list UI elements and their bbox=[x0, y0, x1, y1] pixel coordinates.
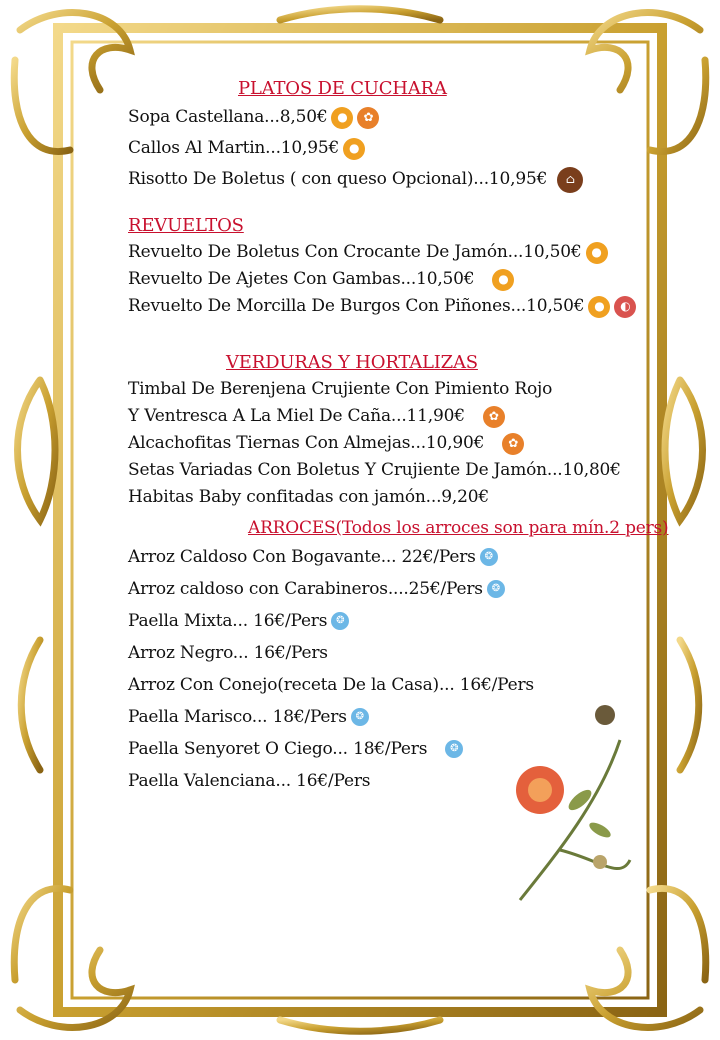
menu-item: Paella Valenciana... 16€/Pers bbox=[128, 771, 371, 791]
shellfish-allergen-icon: ❂ bbox=[331, 612, 349, 630]
menu-item: Revuelto De Boletus Con Crocante De Jamón...10,50€ ● bbox=[128, 239, 668, 266]
nuts-allergen-icon: ◐ bbox=[614, 296, 636, 318]
menu-item: Arroz caldoso con Carabineros....25€/Pers ❂ bbox=[128, 573, 668, 605]
menu-item: Timbal De Berenjena Crujiente Con Pimiento Rojo bbox=[128, 379, 553, 399]
gluten-allergen-icon: ✿ bbox=[483, 406, 505, 428]
egg-allergen-icon: ● bbox=[588, 296, 610, 318]
shellfish-allergen-icon: ❂ bbox=[487, 580, 505, 598]
shellfish-allergen-icon: ❂ bbox=[445, 740, 463, 758]
menu-item: Alcachofitas Tiernas Con Almejas...10,90€ ✿ bbox=[128, 430, 668, 457]
menu-item: Paella Senyoret O Ciego... 18€/Pers ❂ bbox=[128, 733, 668, 765]
egg-allergen-icon: ● bbox=[331, 107, 353, 129]
menu-content bbox=[128, 76, 668, 815]
menu-item: Paella Mixta... 16€/Pers ❂ bbox=[128, 605, 668, 637]
menu-item: Arroz Negro... 16€/Pers bbox=[128, 643, 328, 663]
menu-item: Risotto De Boletus ( con queso Opcional)...10,95€ ⌂ bbox=[128, 164, 668, 195]
section-verduras-y-hortalizas bbox=[128, 350, 668, 511]
menu-item: Paella Marisco... 18€/Pers ❂ bbox=[128, 701, 668, 733]
menu-item: Sopa Castellana...8,50€ ● ✿ bbox=[128, 102, 668, 133]
menu-item: Arroz Caldoso Con Bogavante... 22€/Pers ❂ bbox=[128, 541, 668, 573]
gluten-allergen-icon: ✿ bbox=[502, 433, 524, 455]
section-title: ARROCES(Todos los arroces son para mín.2 pers) bbox=[248, 518, 669, 538]
milk-allergen-icon: ⌂ bbox=[557, 167, 583, 193]
section-revueltos bbox=[128, 213, 668, 320]
menu-item: Callos Al Martin...10,95€ ● bbox=[128, 133, 668, 164]
section-title: PLATOS DE CUCHARA bbox=[238, 78, 447, 99]
menu-item: Habitas Baby confitadas con jamón...9,20€ bbox=[128, 487, 489, 507]
menu-item: Y Ventresca A La Miel De Caña...11,90€ ✿ bbox=[128, 403, 668, 430]
menu-item: Revuelto De Ajetes Con Gambas...10,50€ ● bbox=[128, 266, 668, 293]
section-title: VERDURAS Y HORTALIZAS bbox=[226, 352, 478, 373]
section-title: REVUELTOS bbox=[128, 215, 244, 236]
menu-item: Setas Variadas Con Boletus Y Crujiente De Jamón...10,80€ bbox=[128, 460, 621, 480]
egg-allergen-icon: ● bbox=[586, 242, 608, 264]
shellfish-allergen-icon: ❂ bbox=[351, 708, 369, 726]
menu-item: Arroz Con Conejo(receta De la Casa)... 16€/Pers bbox=[128, 675, 534, 695]
gluten-allergen-icon: ✿ bbox=[357, 107, 379, 129]
menu-item: Revuelto De Morcilla De Burgos Con Piñones...10,50€ ● ◐ bbox=[128, 293, 668, 320]
section-platos-de-cuchara bbox=[128, 76, 668, 195]
egg-allergen-icon: ● bbox=[343, 138, 365, 160]
egg-allergen-icon: ● bbox=[492, 269, 514, 291]
section-arroces bbox=[128, 515, 668, 797]
shellfish-allergen-icon: ❂ bbox=[480, 548, 498, 566]
